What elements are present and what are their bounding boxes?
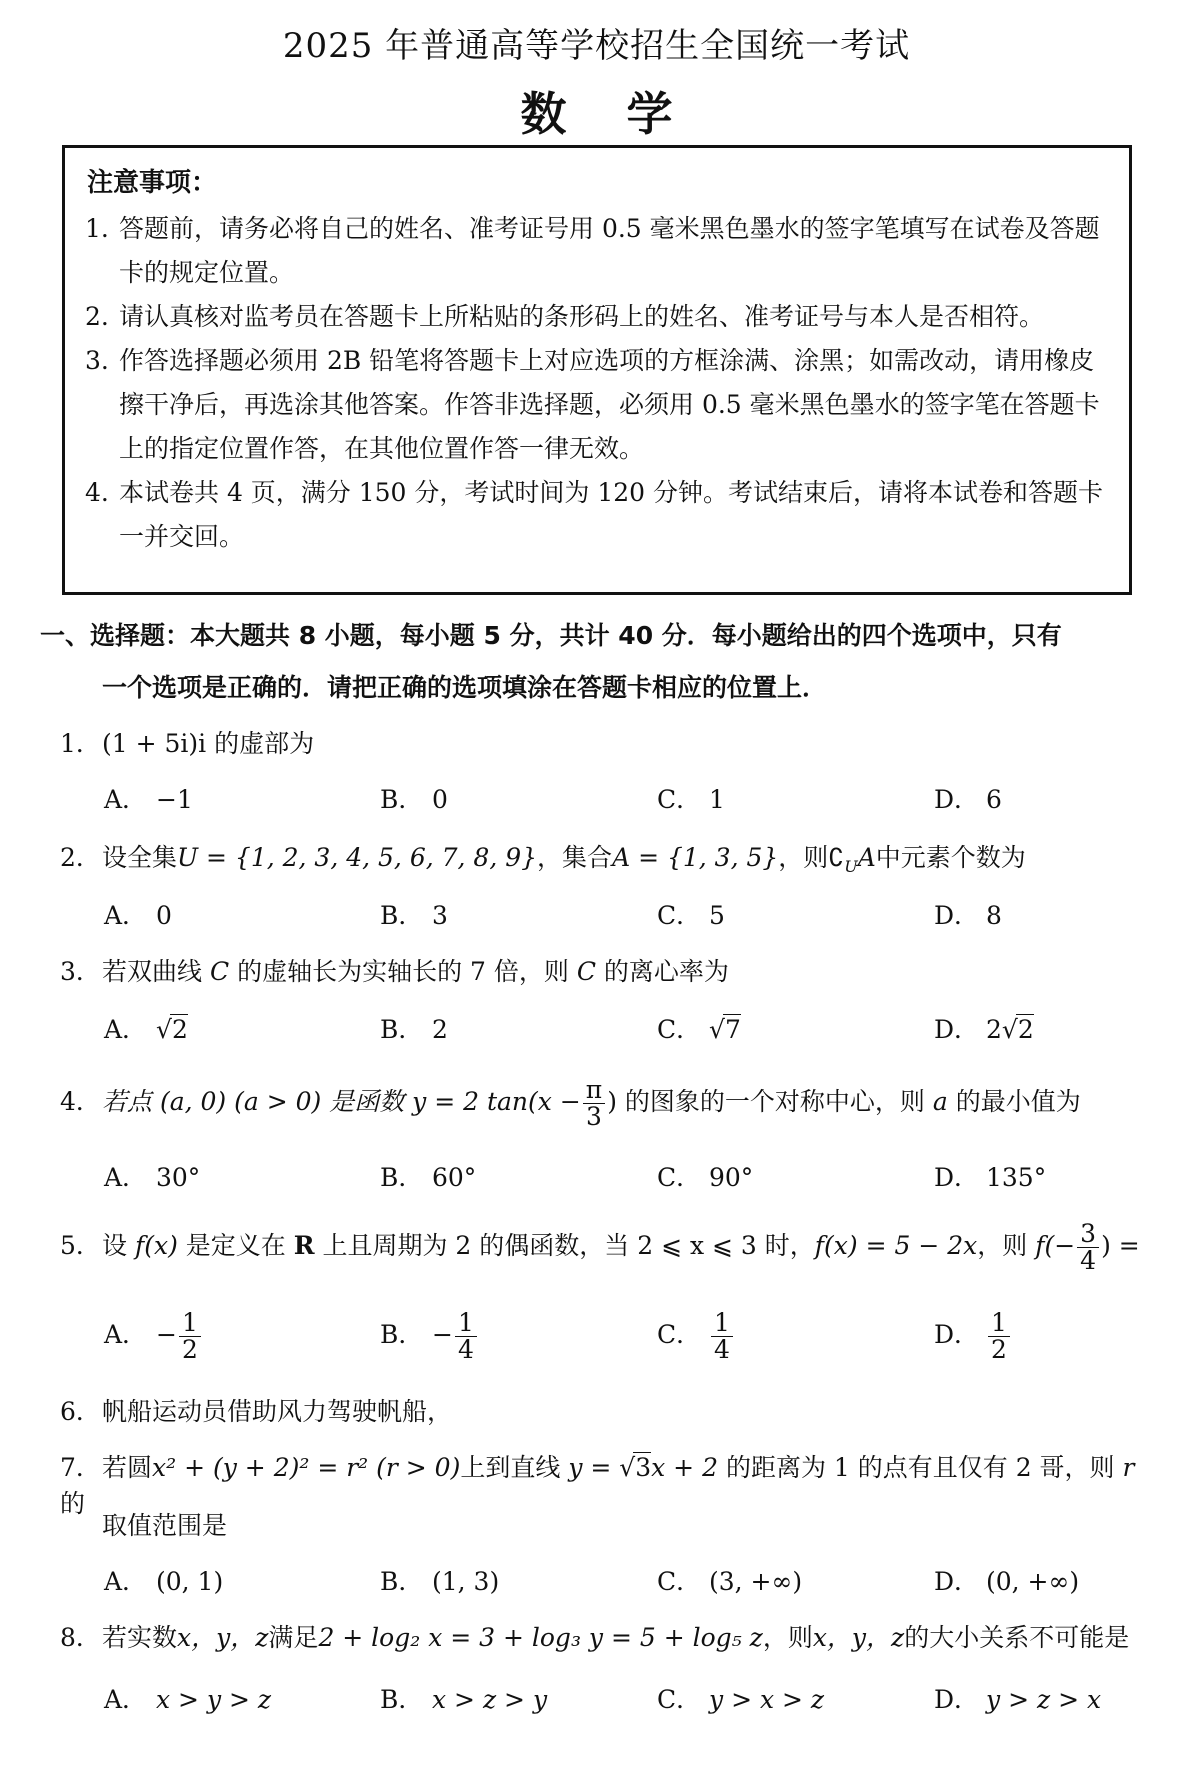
- math-equation: 2 + log₂ x = 3 + log₃ y = 5 + log₅ z: [318, 1623, 763, 1652]
- math-func-def: f(x) = 5 − 2x: [814, 1231, 978, 1260]
- option-b: [380, 1562, 499, 1598]
- option-c: [657, 896, 725, 932]
- option-value: 135°: [986, 1163, 1047, 1192]
- option-d: [934, 1562, 1079, 1598]
- math-sqrt: 3: [635, 1453, 652, 1482]
- notice-item-text: 本试卷共 4 页，满分 150 分，考试时间为 120 分钟。考试结束后，请将本试卷和答题卡一并交回。: [119, 478, 1104, 551]
- question-stem: 若点 (a, 0) (a > 0) 是函数 y = 2 tan(x −: [102, 1087, 581, 1116]
- option-value: −1: [156, 785, 193, 814]
- option-b: [380, 780, 448, 816]
- option-value: y > z > x: [986, 1685, 1102, 1714]
- section-heading: [40, 610, 1160, 714]
- math-func: f(x): [134, 1231, 178, 1260]
- question-stem: 的: [60, 1489, 86, 1518]
- option-value: 90°: [709, 1163, 754, 1192]
- option-value: 3: [432, 901, 448, 930]
- question-7-options: [104, 1562, 1154, 1602]
- fraction-denominator: 2: [991, 1335, 1007, 1364]
- option-value: (1, 3): [432, 1567, 500, 1596]
- option-value: (0, +∞): [986, 1567, 1080, 1596]
- question-stem: 设: [102, 1231, 128, 1260]
- question-5-options: [104, 1300, 1154, 1370]
- question-3-options: [104, 1010, 1154, 1050]
- option-label: C．: [657, 785, 702, 814]
- option-label: A．: [104, 1685, 148, 1714]
- math-line: x + 2: [651, 1453, 718, 1482]
- notice-item-text: 作答选择题必须用 2B 铅笔将答题卡上对应选项的方框涂满、涂黑；如需改动，请用橡皮擦干净后，再选涂其他答案。作答非选择题，必须用 0.5 毫米黑色墨水的签字笔在答题卡上的指定位置作答，在其他位置作答一律无效。: [119, 346, 1100, 463]
- option-label: B．: [380, 1567, 424, 1596]
- fraction: [711, 1310, 733, 1363]
- question-stem: ，则: [778, 843, 829, 872]
- option-sign: −: [432, 1320, 453, 1349]
- option-value: 2: [171, 1015, 188, 1044]
- option-a: [104, 1158, 200, 1194]
- question-stem: 是定义在: [185, 1231, 286, 1260]
- notice-item: [85, 295, 1109, 339]
- option-d: D． 2√2: [934, 1010, 1034, 1046]
- option-label: A．: [104, 1163, 148, 1192]
- question-number: 8．: [60, 1623, 101, 1652]
- option-label: A．: [104, 1320, 148, 1349]
- option-sign: −: [156, 1320, 177, 1349]
- option-label: B．: [380, 1320, 424, 1349]
- question-stem: 的离心率为: [603, 957, 729, 986]
- exam-subject: 数学: [520, 87, 733, 141]
- option-value: y > x > z: [709, 1685, 825, 1714]
- fraction-denominator: 3: [586, 1102, 602, 1131]
- option-a: [104, 896, 172, 932]
- notice-item: [85, 471, 1109, 559]
- fraction: [583, 1077, 605, 1130]
- question-1-options: [104, 780, 1154, 820]
- option-value: 0: [156, 901, 172, 930]
- question-7-continued: 取值范围是: [102, 1511, 228, 1540]
- question-number: 4．: [60, 1087, 101, 1116]
- question-stem: ，则: [977, 1231, 1028, 1260]
- option-a: [104, 1680, 271, 1716]
- option-label: D．: [934, 1567, 980, 1596]
- question-8-options: [104, 1680, 1154, 1720]
- notice-item-text: 请认真核对监考员在答题卡上所粘贴的条形码上的姓名、准考证号与本人是否相符。: [119, 302, 1045, 331]
- question-3: [60, 954, 1160, 990]
- option-label: D．: [934, 1685, 980, 1714]
- option-d: [934, 1300, 1012, 1370]
- notice-item-num: 3.: [85, 346, 109, 375]
- question-stem: 上到直线: [460, 1453, 561, 1482]
- question-4-options: [104, 1158, 1154, 1198]
- question-1: [60, 726, 1160, 762]
- option-value: (3, +∞): [709, 1567, 803, 1596]
- notice-item: [85, 207, 1109, 295]
- notice-item-num: 1.: [85, 214, 109, 243]
- fraction-denominator: 4: [714, 1335, 730, 1364]
- option-label: A．: [104, 1567, 148, 1596]
- option-label: A．: [104, 1015, 148, 1044]
- option-label: B．: [380, 1163, 424, 1192]
- option-label: B．: [380, 785, 424, 814]
- option-d: [934, 780, 1002, 816]
- question-2: [60, 840, 1160, 885]
- exam-title: 2025 年普通高等学校招生全国统一考试: [282, 26, 911, 66]
- math-var: a: [932, 1087, 948, 1116]
- question-stem: ) 的图象的一个对称中心，则: [607, 1087, 925, 1116]
- option-a: [104, 1300, 203, 1370]
- fraction-numerator: π: [583, 1077, 605, 1104]
- option-b: [380, 1010, 448, 1046]
- math-func: f(−: [1035, 1231, 1076, 1260]
- option-label: B．: [380, 901, 424, 930]
- notice-box: [62, 145, 1132, 595]
- math-vars: x，y，z: [812, 1623, 905, 1652]
- question-stem: 的距离为 1 的点有且仅有 2 哥，则: [725, 1453, 1115, 1482]
- notice-title: 注意事项：: [87, 168, 218, 198]
- option-c: C． √7: [657, 1010, 741, 1046]
- fraction-numerator: 1: [179, 1310, 201, 1337]
- option-value: 0: [432, 785, 448, 814]
- question-stem: 的最小值为: [955, 1087, 1081, 1116]
- fraction: [988, 1310, 1010, 1363]
- option-value: x > y > z: [156, 1685, 272, 1714]
- question-stem: 设全集: [102, 843, 178, 872]
- fraction-denominator: 2: [181, 1335, 198, 1364]
- question-number: 6．: [60, 1397, 101, 1426]
- fraction-numerator: 3: [1077, 1221, 1099, 1248]
- option-a: [104, 1562, 223, 1598]
- notice-item-num: 2.: [85, 302, 109, 331]
- fraction: [455, 1310, 477, 1363]
- notice-item: [85, 339, 1109, 471]
- option-label: D．: [934, 1015, 980, 1044]
- option-d: [934, 1158, 1046, 1194]
- option-value: 60°: [432, 1163, 477, 1192]
- option-label: C．: [657, 1320, 702, 1349]
- question-stem: 若圆: [102, 1453, 153, 1482]
- option-c: [657, 1300, 735, 1370]
- section-line-1: 一、选择题：本大题共 8 小题，每小题 5 分，共计 40 分．每小题给出的四个选项中，只有: [40, 621, 1062, 650]
- option-c: [657, 780, 725, 816]
- option-b: [380, 896, 448, 932]
- question-stem: 的虚轴长为实轴长的 7 倍，则: [237, 957, 569, 986]
- question-stem: 中元素个数为: [875, 843, 1026, 872]
- option-value: 8: [986, 901, 1002, 930]
- question-stem: 若实数: [102, 1623, 178, 1652]
- option-label: B．: [380, 1015, 424, 1044]
- question-number: 3．: [60, 957, 101, 986]
- option-value: (0, 1): [156, 1567, 224, 1596]
- option-value: 5: [709, 901, 725, 930]
- math-circle: x² + (y + 2)² = r² (r > 0): [152, 1453, 461, 1482]
- math-var: C: [209, 957, 230, 986]
- option-value: 2: [1017, 1015, 1034, 1044]
- math-reals: R: [293, 1231, 315, 1260]
- question-stem: ) =: [1101, 1231, 1140, 1260]
- question-number: 1．: [60, 729, 101, 758]
- option-label: C．: [657, 1685, 702, 1714]
- fraction-numerator: 1: [988, 1310, 1010, 1337]
- fraction-numerator: 1: [711, 1310, 733, 1337]
- fraction-denominator: 4: [1080, 1246, 1097, 1275]
- question-2-options: [104, 896, 1154, 936]
- fraction-denominator: 4: [457, 1335, 474, 1364]
- math-vars: x，y，z: [177, 1623, 269, 1652]
- option-c: [657, 1680, 824, 1716]
- option-label: C．: [657, 1163, 702, 1192]
- option-a: A． √2: [104, 1010, 188, 1046]
- question-number: 2．: [60, 843, 101, 872]
- option-label: D．: [934, 1163, 980, 1192]
- question-stem: 的大小关系不可能是: [904, 1623, 1130, 1652]
- option-label: D．: [934, 901, 980, 930]
- option-b: [380, 1680, 547, 1716]
- question-stem: (1 + 5i)i 的虚部为: [102, 729, 315, 758]
- question-stem: 满足: [268, 1623, 319, 1652]
- question-7: 7．若圆x² + (y + 2)² = r² (r > 0)上到直线 y = √3x + 2 的距离为 1 的点有且仅有 2 哥，则 r 的: [60, 1450, 1160, 1522]
- question-stem: ，则: [762, 1623, 813, 1652]
- option-value: x > z > y: [432, 1685, 548, 1714]
- question-4: [60, 1072, 1160, 1132]
- section-line-2: 一个选项是正确的．请把正确的选项填涂在答题卡相应的位置上．: [102, 673, 828, 702]
- option-value: 2: [432, 1015, 448, 1044]
- option-value: 1: [709, 785, 725, 814]
- option-b: [380, 1300, 479, 1370]
- option-label: A．: [104, 785, 148, 814]
- notice-item-text: 答题前，请务必将自己的姓名、准考证号用 0.5 毫米黑色墨水的签字笔填写在试卷及答题卡的规定位置。: [119, 214, 1100, 287]
- notice-item-num: 4.: [85, 478, 109, 507]
- option-label: C．: [657, 1567, 702, 1596]
- option-value: 30°: [156, 1163, 201, 1192]
- option-d: [934, 896, 1002, 932]
- math-set-a: A = {1, 3, 5}: [612, 843, 779, 872]
- question-6: [60, 1394, 1160, 1430]
- math-var: r: [1122, 1453, 1135, 1482]
- option-label: D．: [934, 1320, 980, 1349]
- fraction: [179, 1310, 201, 1363]
- fraction-numerator: 1: [455, 1310, 477, 1337]
- complement-symbol: ∁: [828, 843, 845, 872]
- option-label: C．: [657, 901, 702, 930]
- option-d: [934, 1680, 1101, 1716]
- option-label: B．: [380, 1685, 424, 1714]
- question-stem: ，集合: [537, 843, 613, 872]
- math-set-u: U = {1, 2, 3, 4, 5, 6, 7, 8, 9}: [177, 843, 538, 872]
- option-label: A．: [104, 901, 148, 930]
- question-stem: 上且周期为 2 的偶函数，当 2 ⩽ x ⩽ 3 时，: [322, 1231, 815, 1260]
- math-var: C: [576, 957, 596, 986]
- question-stem: 帆船运动员借助风力驾驶帆船，: [102, 1397, 453, 1426]
- question-8: [60, 1620, 1160, 1656]
- math-line: y =: [568, 1453, 612, 1482]
- fraction: [1077, 1221, 1099, 1274]
- option-c: [657, 1158, 753, 1194]
- option-value: 6: [986, 785, 1002, 814]
- option-c: [657, 1562, 802, 1598]
- option-b: [380, 1158, 476, 1194]
- complement-set: A: [857, 843, 876, 872]
- option-label: D．: [934, 785, 980, 814]
- option-value: 2: [986, 1015, 1002, 1044]
- option-value: 7: [724, 1015, 741, 1044]
- question-number: 5．: [60, 1231, 101, 1260]
- option-a: [104, 780, 193, 816]
- question-5: [60, 1216, 1160, 1276]
- complement-subscript: U: [844, 857, 858, 876]
- option-label: C．: [657, 1015, 702, 1044]
- question-number: 7．: [60, 1453, 101, 1482]
- question-stem: 若双曲线: [102, 957, 203, 986]
